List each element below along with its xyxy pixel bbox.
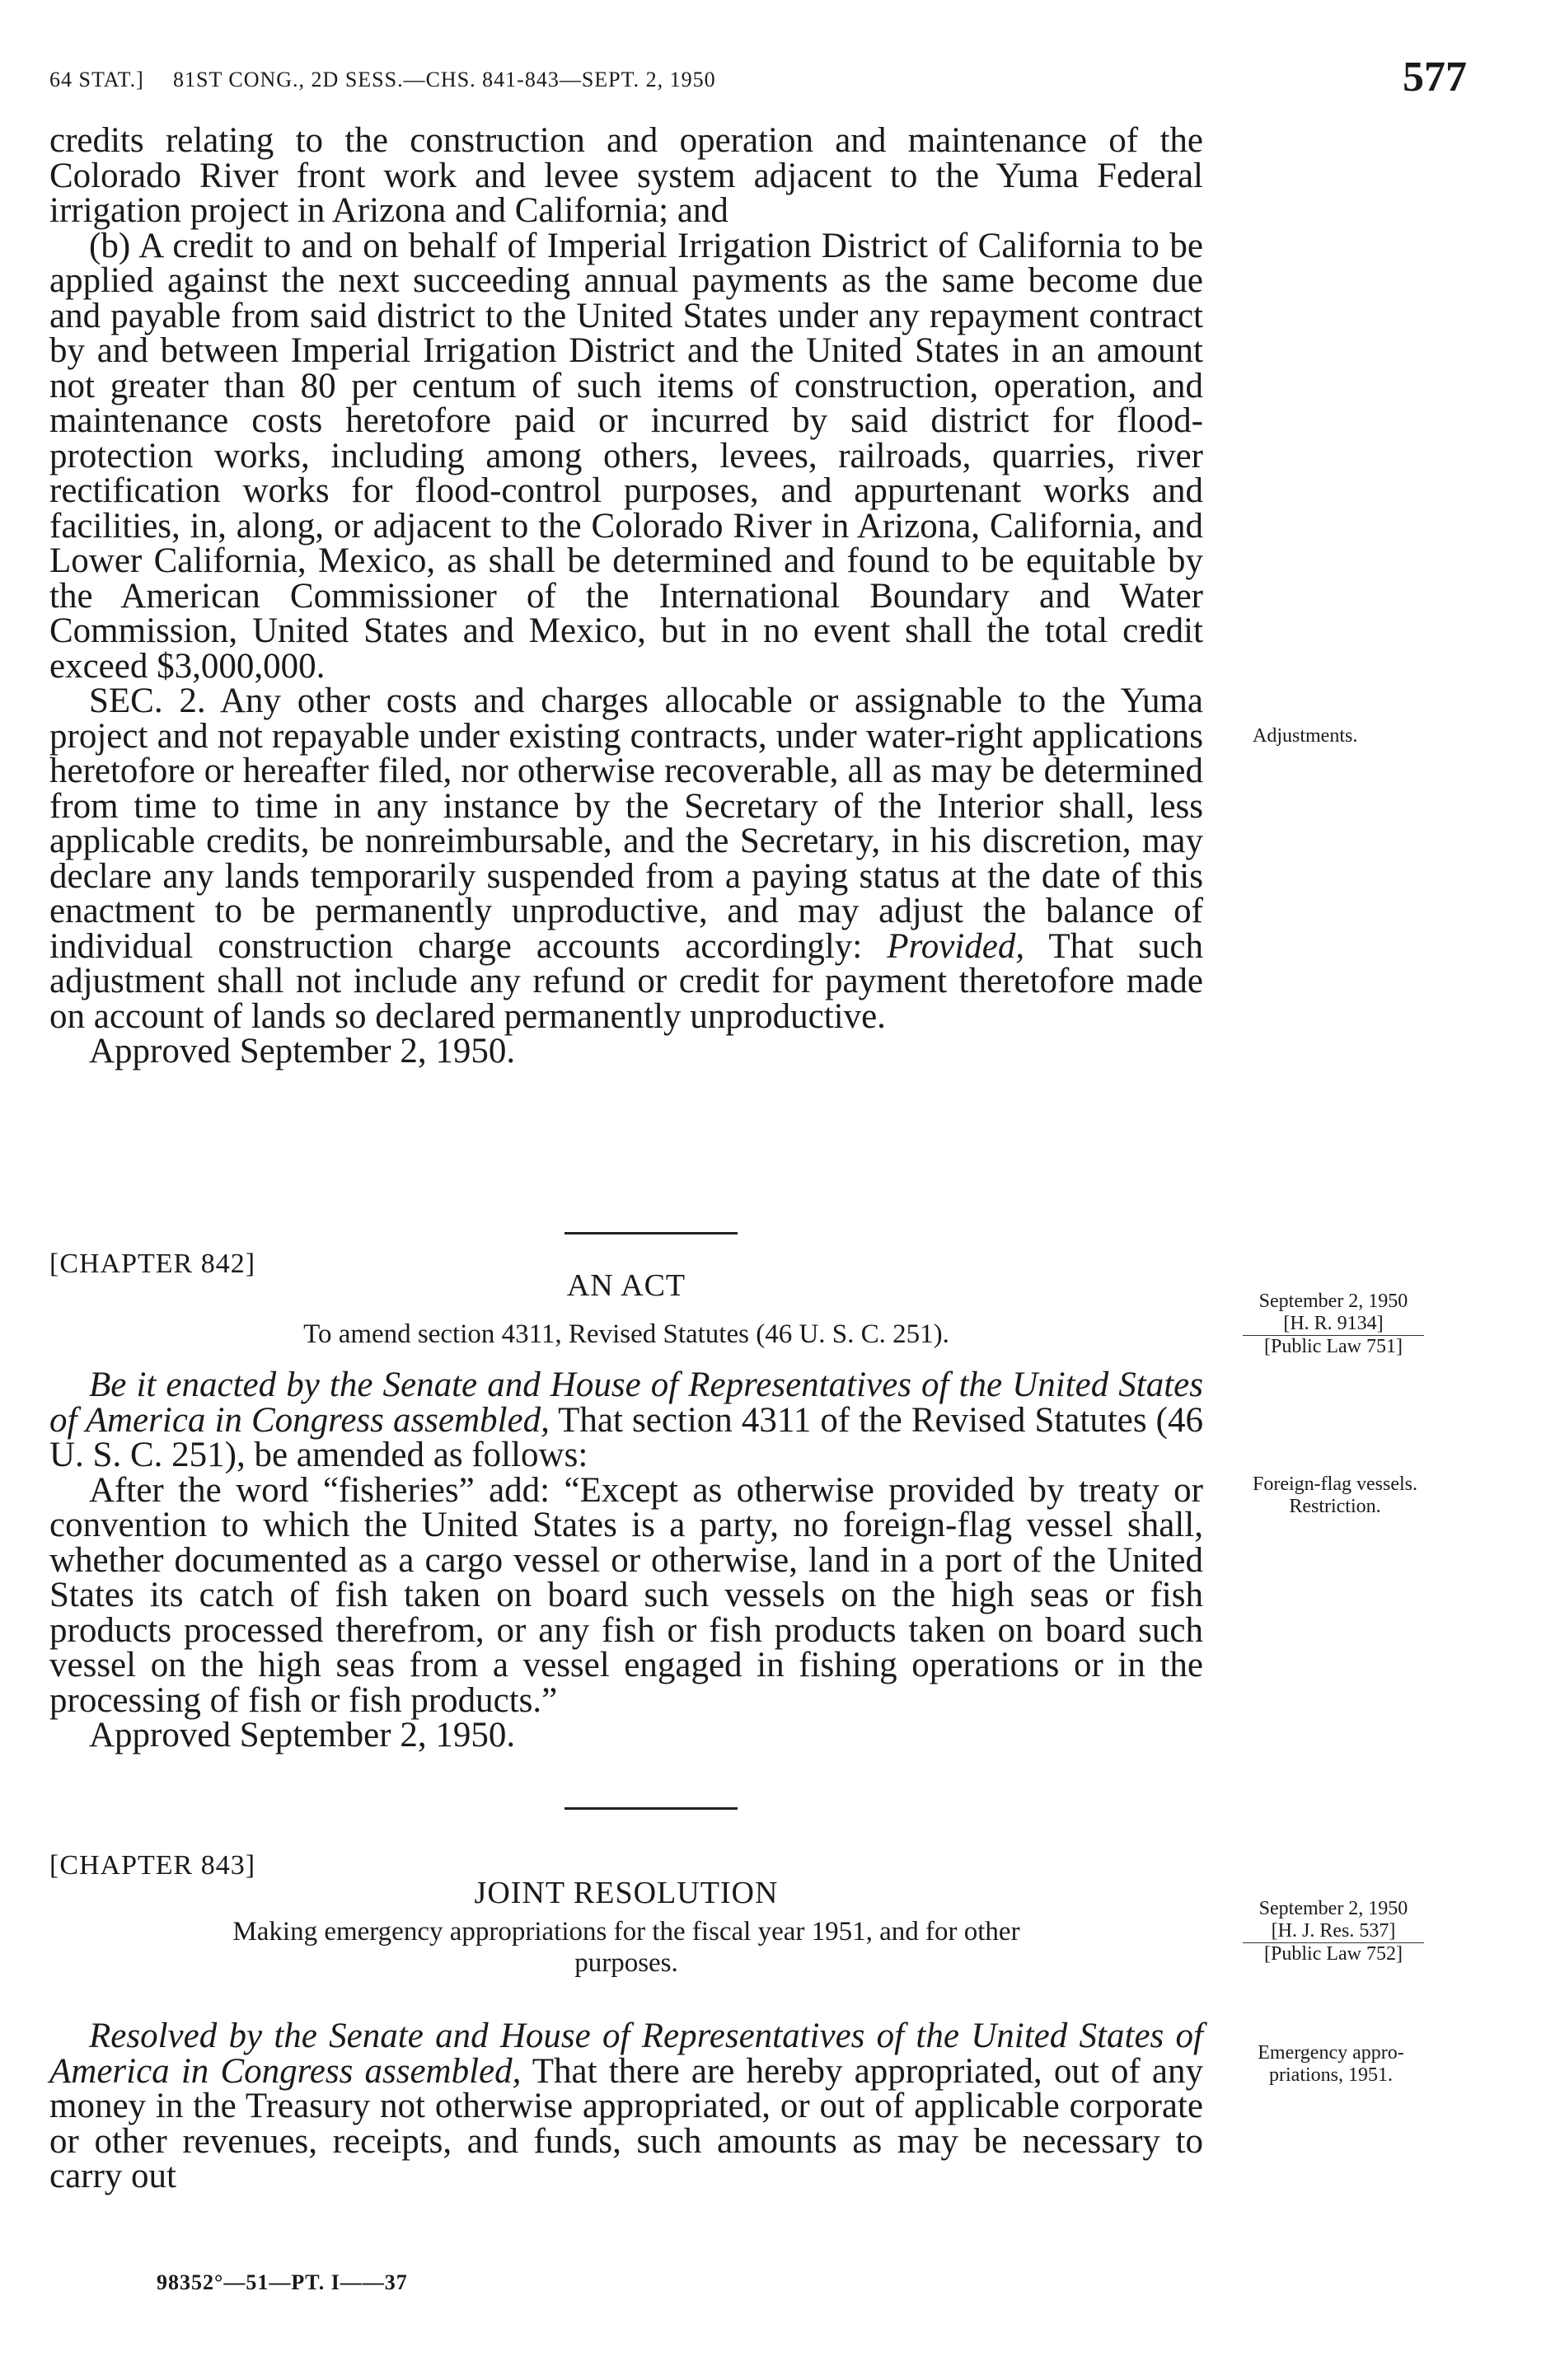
act-subtitle: To amend section 4311, Revised Statutes (46 U. S. C. 251). (303, 1319, 949, 1349)
margin-note-emergency: Emergency appro- priations, 1951. (1258, 2042, 1404, 2086)
joint-resolution-title: JOINT RESOLUTION (474, 1876, 779, 1910)
section-divider-1 (565, 1232, 738, 1235)
margin-note-chapter-843: September 2, 1950 [H. J. Res. 537] [Public Law 752] (1243, 1898, 1424, 1965)
chapter-843-label: [CHAPTER 843] (49, 1850, 256, 1881)
sec2-text-b: That such adjustment shall not include any refund or credit for payment theretofore made on account of lands so declared permanently unproductive. (49, 926, 1203, 1036)
paragraph-credits: credits relating to the construction and operation and maintenance of the Colorado River front work and levee system adjacent to the Yuma Federal irrigation project in Arizona and California; and (49, 121, 1203, 230)
sec2-provided: Provided, (887, 926, 1025, 966)
page-number: 577 (1403, 54, 1467, 101)
chapter-842-body (49, 1368, 1203, 1754)
enacting-clause (49, 1368, 1203, 1473)
paragraph-sec2 (49, 684, 1203, 1034)
section-continuation (49, 121, 1203, 1071)
enacting-clause-italic: Be it enacted by the Senate and House of Representatives of the United States of America in Congress assembled, (49, 1366, 1203, 1440)
paragraph-b: (b) A credit to and on behalf of Imperial Irrigation District of California to be applied against the next succeeding annual payments as the same become due and payable from said district to the United States under any repayment contract by and between Imperial Irrigation District and the United States in an amount not greater than 80 per centum of such items of construction, operation, and maintenance costs heretofore paid or incurred by said district for flood-protection works, including among others, levees, railroads, quarries, river rectification works for flood-control purposes, and appurtenant works and facilities, in, along, or adjacent to the Colorado River in Arizona, California, and Lower California, Mexico, as shall be determined and found to be equitable by the American Commissioner of the International Boundary and Water Commission, United States and Mexico, but in no event shall the total credit exceed $3,000,000. (49, 226, 1203, 686)
resolving-clause-text: That there are hereby appropriated, out of any money in the Treasury not otherwise appropriated, or out of applicable corporate or other revenues, receipts, and funds, such amounts as may be necessary to carry out (49, 2051, 1203, 2195)
running-head: 81ST CONG., 2D SESS.—CHS. 841-843—SEPT. 2, 1950 (173, 68, 716, 91)
sec2-label: SEC. 2. (89, 682, 206, 720)
sec2-text-a: Any other costs and charges allocable or assignable to the Yuma project and not repayable under existing contracts, under water-right applications heretofore or hereafter filed, nor otherwise recoverable, all as may be determined from time to time in any instance by the Secretary of the Interior shall, less applicable credits, be nonreimbursable, and the Secretary, in his discretion, may declare any lands temporarily suspended from a paying status at the date of this enactment to be permanently unproductive, and may adjust the balance of individual construction charge accounts accordingly: (49, 682, 1203, 966)
act-title: AN ACT (566, 1268, 686, 1303)
margin-note-foreign-flag: Foreign-flag vessels. Restriction. (1253, 1473, 1417, 1517)
resolving-clause (49, 2019, 1203, 2195)
joint-resolution-subtitle: Making emergency appropriations for the fiscal year 1951, and for other purposes. (232, 1917, 1020, 1978)
approved-line-2: Approved September 2, 1950. (89, 1716, 516, 1755)
approved-line-1: Approved September 2, 1950. (89, 1032, 516, 1071)
margin-note-adjustments: Adjustments. (1253, 725, 1358, 747)
enacting-clause-text: That section 4311 of the Revised Statutes (46 U. S. C. 251), be amended as follows: (49, 1400, 1203, 1474)
chapter-842-label: [CHAPTER 842] (49, 1249, 256, 1279)
section-divider-2 (565, 1807, 738, 1810)
chapter-843-body (49, 2019, 1203, 2195)
volume-reference: 64 STAT.] (49, 68, 144, 91)
print-signature: 98352°—51—PT. I——37 (157, 2270, 408, 2294)
page-header (49, 49, 1467, 115)
resolving-clause-italic: Resolved by the Senate and House of Representatives of the United States of America in Congress assembled, (49, 2017, 1203, 2091)
margin-note-chapter-842: September 2, 1950 [H. R. 9134] [Public Law 751] (1243, 1291, 1424, 1358)
amendment-text: After the word “fisheries” add: “Except as otherwise provided by treaty or convention to which the United States is a party, no foreign-flag vessel shall, whether documented as a cargo vessel or otherwise, land in a port of the United States its catch of fish taken on board such vessels on the high seas or fish products processed therefrom, or any fish or fish products taken on board such vessel on the high seas from a vessel engaged in fishing operations or in the processing of fish or fish products.” (49, 1470, 1203, 1720)
